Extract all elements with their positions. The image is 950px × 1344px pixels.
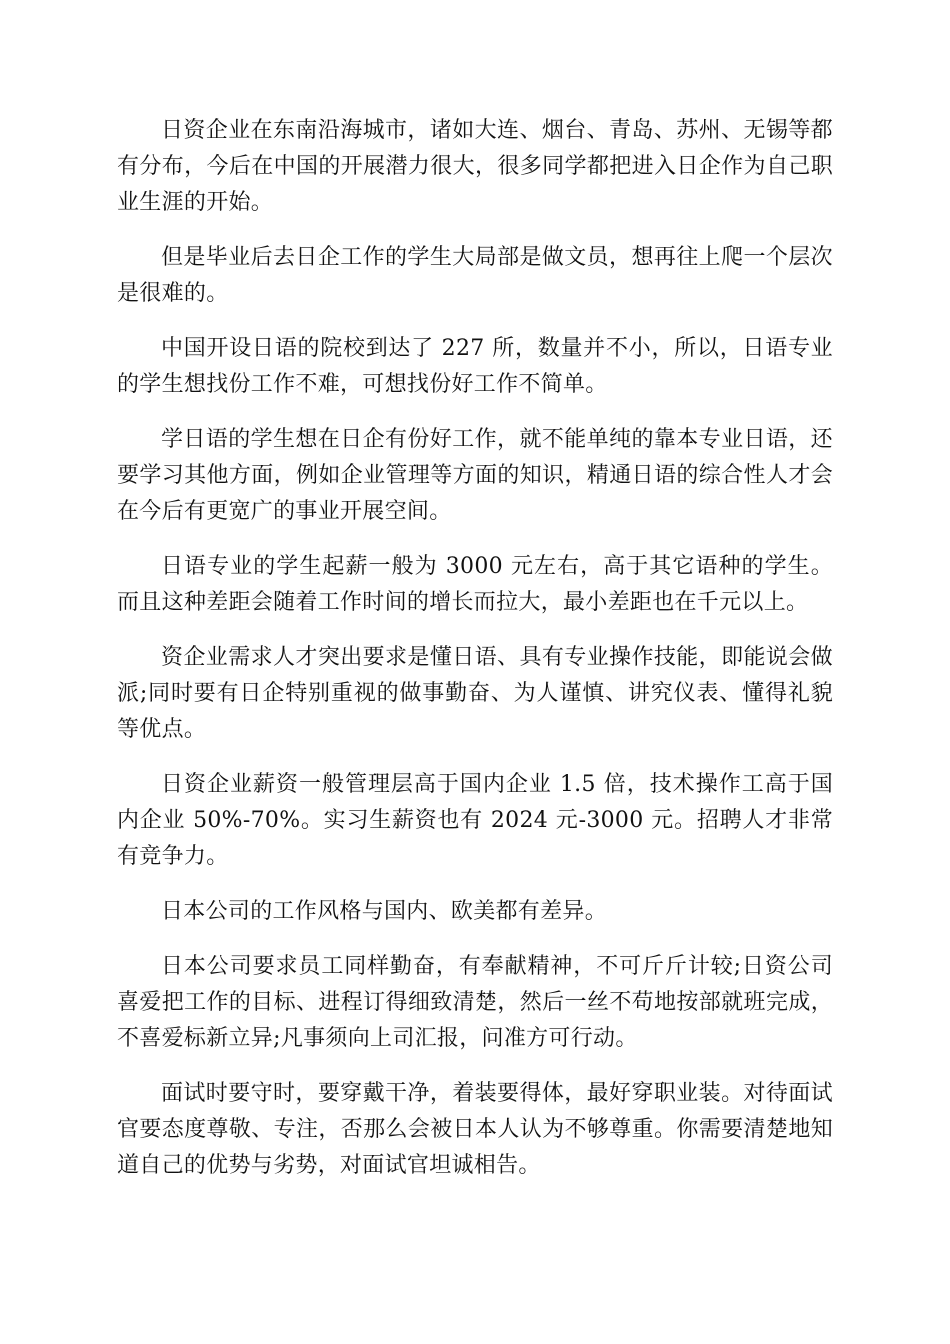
paragraph: 面试时要守时，要穿戴干净，着装要得体，最好穿职业装。对待面试官要态度尊敬、专注，否那么会被日本人认为不够尊重。你需要清楚地知道自己的优势与劣势，对面试官坦诚相告。 — [117, 1081, 833, 1178]
paragraph: 学日语的学生想在日企有份好工作，就不能单纯的靠本专业日语，还要学习其他方面，例如企业管理等方面的知识，精通日语的综合性人才会在今后有更宽广的事业开展空间。 — [117, 427, 833, 524]
document-body — [117, 113, 833, 1203]
paragraph: 中国开设日语的院校到达了 227 所，数量并不小，所以，日语专业的学生想找份工作不难，可想找份好工作不简单。 — [117, 336, 833, 397]
paragraph: 资企业需求人才突出要求是懂日语、具有专业操作技能，即能说会做派;同时要有日企特别重视的做事勤奋、为人谨慎、讲究仪表、懂得礼貌等优点。 — [117, 645, 833, 742]
paragraph: 但是毕业后去日企工作的学生大局部是做文员，想再往上爬一个层次是很难的。 — [117, 245, 833, 306]
paragraph: 日语专业的学生起薪一般为 3000 元左右，高于其它语种的学生。而且这种差距会随着工作时间的增长而拉大，最小差距也在千元以上。 — [117, 554, 833, 615]
paragraph: 日资企业在东南沿海城市，诸如大连、烟台、青岛、苏州、无锡等都有分布，今后在中国的开展潜力很大，很多同学都把进入日企作为自己职业生涯的开始。 — [117, 118, 833, 215]
paragraph: 日本公司的工作风格与国内、欧美都有差异。 — [161, 899, 608, 924]
paragraph: 日资企业薪资一般管理层高于国内企业 1.5 倍，技术操作工高于国内企业 50%-70%。实习生薪资也有 2024 元-3000 元。招聘人才非常有竞争力。 — [117, 772, 833, 869]
paragraph: 日本公司要求员工同样勤奋，有奉献精神，不可斤斤计较;日资公司喜爱把工作的目标、进程订得细致清楚，然后一丝不苟地按部就班完成，不喜爱标新立异;凡事须向上司汇报，问准方可行动。 — [117, 954, 833, 1051]
